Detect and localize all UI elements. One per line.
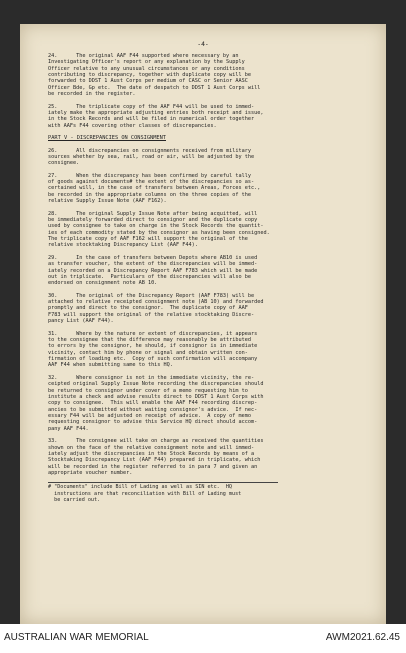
text-line: The triplicate copy of AAF F162 will support the original of the (48, 236, 248, 242)
document-body (48, 53, 368, 504)
text-line: appropriate voucher number. (48, 469, 133, 476)
text-line: sources whether by sea, rail, road or air, will be adjusted by the (48, 153, 255, 160)
archive-reference: AWM2021.62.45 (325, 632, 400, 643)
text-line: 28. The original Supply Issue Note after being acquitted, will (48, 210, 258, 217)
archive-footer (0, 624, 406, 653)
text-line: relative stocktaking Discrepancy List (AAF F44). (48, 242, 198, 249)
text-line: 26. All discrepancies on consignments received from military (48, 147, 252, 154)
text-line: promptly and direct to the consignor. The duplicate copy of AAF (48, 305, 248, 312)
text-line: F783 will support the original of the relative stocktaking Discre- (48, 311, 255, 318)
text-line: contributing to discrepancy, together with duplicate copy will be (48, 72, 252, 79)
text-line: will be recorded in the register referred to in para 7 and given an (48, 463, 258, 470)
paragraph-25 (48, 104, 368, 129)
footnote-line: instructions are that reconciliation with Bill of Lading must (48, 490, 242, 497)
text-line: relative Supply Issue Note (AAF F162). (48, 198, 167, 205)
text-line: be returned to consignor under cover of a memo requesting him to (48, 387, 248, 394)
text-line: 31. Where by the nature or extent of discrepancies, it appears (48, 330, 258, 337)
text-line: 25. The triplicate copy of the AAF F44 will be used to immed- (48, 103, 255, 110)
text-line: Officer Bde, Gp etc. The date of despatch to DDST 1 Aust Corps will (48, 84, 261, 91)
text-line: iately make the appropriate adjusting entries both receipt and issue, (48, 109, 264, 116)
text-line: 29. In the case of transfers between Depots where AB10 is used (48, 254, 258, 261)
footnote-line: # "Documents" include Bill of Lading as well as SIN etc. HQ (48, 484, 233, 491)
text-line: Officer relative to any unusual circumstances or any conditions (48, 65, 245, 72)
text-line: firmation of loading etc. Copy of such confirmation will accompany (48, 356, 258, 363)
paragraph-32 (48, 375, 368, 432)
text-line: be recorded in the appropriate columns on the three copies of the (48, 191, 252, 198)
text-line: of goods against documents# the extent of the discrepancies so as- (48, 179, 255, 186)
text-line: ancies to be submitted without waiting consignor's advice. If nec- (48, 406, 258, 413)
text-line: 24. The original AAF F44 supported where necessary by an (48, 53, 239, 59)
text-line: to errors by the consignor, he should, if consignor is in immediate (48, 343, 258, 350)
footnote-line: be carried out. (48, 497, 101, 504)
text-line: attached to relative receipted consignment note (AB 10) and forwarded (48, 299, 264, 306)
text-line: AAF F44 when submitting same to this HQ. (48, 362, 173, 369)
text-line: 30. The original of the Discrepancy Report (AAF F783) will be (48, 292, 255, 299)
text-line: with AAFs F44 covering other classes of discrepancies. (48, 122, 217, 129)
text-line: ceipted original Supply Issue Note recording the discrepancies should (48, 381, 264, 388)
text-line: iately adjust the discrepancies in the Stock Records by means of a (48, 450, 255, 457)
paragraph-33 (48, 438, 368, 476)
paragraph-30 (48, 293, 368, 325)
paragraph-26 (48, 148, 368, 167)
text-line: forwarded to DDST 1 Aust Corps per medium of CASC or Senior AASC (48, 78, 248, 85)
text-line: pancy List (AAF F44). (48, 318, 114, 325)
text-line: shown on the face of the relative consignment note and will immed- (48, 444, 255, 451)
archive-name: AUSTRALIAN WAR MEMORIAL (4, 632, 149, 643)
text-line: to the consignee that the difference may reasonably be attributed (48, 337, 252, 344)
paragraph-28 (48, 211, 368, 249)
page-number: -4- (197, 40, 209, 48)
text-line: vicinity, contact him by phone or signal and obtain written con- (48, 349, 248, 356)
text-line: used by consignee to take on charge in the Stock Records the quantit- (48, 223, 264, 230)
text-line: essary F44 will be adjusted on receipt of advice. A copy of memo (48, 413, 252, 419)
document-page (20, 24, 386, 624)
text-line: out in triplicate. Particulars of the discrepancies will also be (48, 273, 252, 280)
paragraph-27 (48, 173, 368, 205)
paragraph-31 (48, 331, 368, 369)
footnote (48, 482, 278, 503)
text-line: ies of each commodity stated by the consignor as having been consigned. (48, 229, 270, 236)
text-line: consignee. (48, 160, 80, 167)
text-line: iately recorded on a Discrepancy Report AAF F783 which will be made (48, 267, 258, 274)
paragraph-29 (48, 255, 368, 287)
paragraph-24 (48, 53, 368, 97)
text-line: institute a check and advise results direct to DDST 1 Aust Corps with (48, 393, 264, 400)
text-line: certained will, in the case of transfers between Areas, Forces etc., (48, 185, 261, 192)
text-line: Investigating Officer's report or any explanation by the Supply (48, 59, 245, 66)
section-heading-text: PART V - DISCREPANCIES ON CONSIGNMENT (48, 135, 166, 142)
text-line: 27. When the discrepancy has been confirmed by careful tally (48, 172, 252, 179)
section-heading (48, 135, 368, 141)
text-line: 33. The consignee will take on charge as received the quantities (48, 438, 264, 445)
text-line: endorsed on consignment note AB 10. (48, 280, 158, 287)
text-line: in the Stock Records and will be filed in numerical order together (48, 116, 255, 123)
text-line: be immediately forwarded direct to consignor and the duplicate copy (48, 216, 258, 223)
text-line: Stocktaking Discrepancy List (AAF F44) prepared in triplicate, which (48, 457, 261, 464)
text-line: requesting consignor to advise this Service HQ direct should accom- (48, 419, 258, 426)
text-line: be recorded in the register. (48, 91, 136, 98)
text-line: copy to consignee. This will enable the AAF F44 recording discrep- (48, 400, 258, 407)
text-line: 32. Where consignor is not in the immediate vicinity, the re- (48, 374, 255, 381)
text-line: as transfer voucher, the extent of the discrepancies will be immed- (48, 261, 258, 268)
text-line: pany AAF F44. (48, 425, 89, 432)
